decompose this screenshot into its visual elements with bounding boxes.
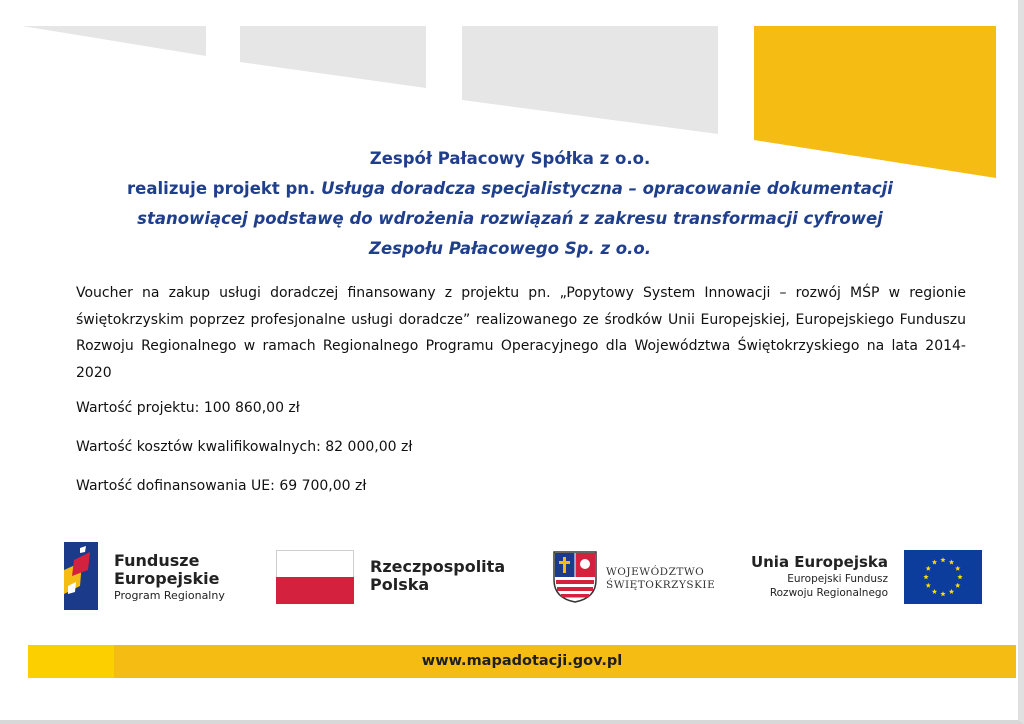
ue-line-3: Rozwoju Regionalnego xyxy=(769,587,888,599)
project-value: Wartość projektu: 100 860,00 zł xyxy=(76,400,300,416)
footer-url[interactable]: www.mapadotacji.gov.pl xyxy=(421,653,623,669)
fundusze-europejskie-logo xyxy=(114,552,225,604)
wojewodztwo-swietokrzyskie-logo xyxy=(606,566,715,592)
voucher-description: Voucher na zakup usługi doradczej finansowany z projektu pn. „Popytowy System Innowacji – rozwój MŚP w regionie świętokrzyskim poprzez profesjonalne usługi doradcze” realizowanego ze środków Unii Europejskiej, Europejskiego Funduszu Rozwoju Regionalnego w ramach Regionalnego Programu Operacyjnego dla Województwa Świętokrzyskiego na lata 2014-2020 xyxy=(76,285,966,381)
title-line-2 xyxy=(60,174,960,204)
ws-line-2: ŚWIĘTOKRZYSKIE xyxy=(606,579,716,591)
rzeczpospolita-polska-logo xyxy=(370,558,505,594)
ue-line-2: Europejski Fundusz xyxy=(787,573,888,585)
company-name: Zespół Pałacowy Spółka z o.o. xyxy=(369,149,651,168)
footer-bar xyxy=(28,645,1016,678)
ws-line-1: WOJEWÓDZTWO xyxy=(606,566,705,578)
fe-line-1: Fundusze xyxy=(114,551,200,570)
ue-line-1: Unia Europejska xyxy=(750,553,888,571)
gray-stripe-3 xyxy=(462,26,718,134)
title-project-name: Usługa doradcza specjalistyczna – opracowanie dokumentacji xyxy=(321,179,893,198)
title-prefix: realizuje projekt pn. xyxy=(127,179,322,198)
gray-stripe-2 xyxy=(240,26,426,88)
title-line-4: Zespołu Pałacowego Sp. z o.o. xyxy=(369,239,651,258)
swietokrzyskie-coat-of-arms-icon xyxy=(552,550,598,604)
poland-flag-icon xyxy=(276,550,354,604)
fundusze-europejskie-icon xyxy=(60,542,102,610)
eligible-costs: Wartość kosztów kwalifikowalnych: 82 000,00 zł xyxy=(76,439,413,455)
logos-row xyxy=(0,536,1024,616)
title-line-3: stanowiącej podstawę do wdrożenia rozwiązań z zakresu transformacji cyfrowej xyxy=(137,209,883,228)
fe-line-2: Europejskie xyxy=(114,569,220,588)
unia-europejska-logo xyxy=(740,552,888,600)
fe-line-3: Program Regionalny xyxy=(114,589,225,602)
eu-cofinancing: Wartość dofinansowania UE: 69 700,00 zł xyxy=(76,478,367,494)
rp-line-1: Rzeczpospolita xyxy=(370,557,506,576)
rp-line-2: Polska xyxy=(370,575,430,594)
gray-stripe-1 xyxy=(22,26,206,56)
project-title xyxy=(60,144,960,264)
eu-flag-icon xyxy=(904,550,982,604)
